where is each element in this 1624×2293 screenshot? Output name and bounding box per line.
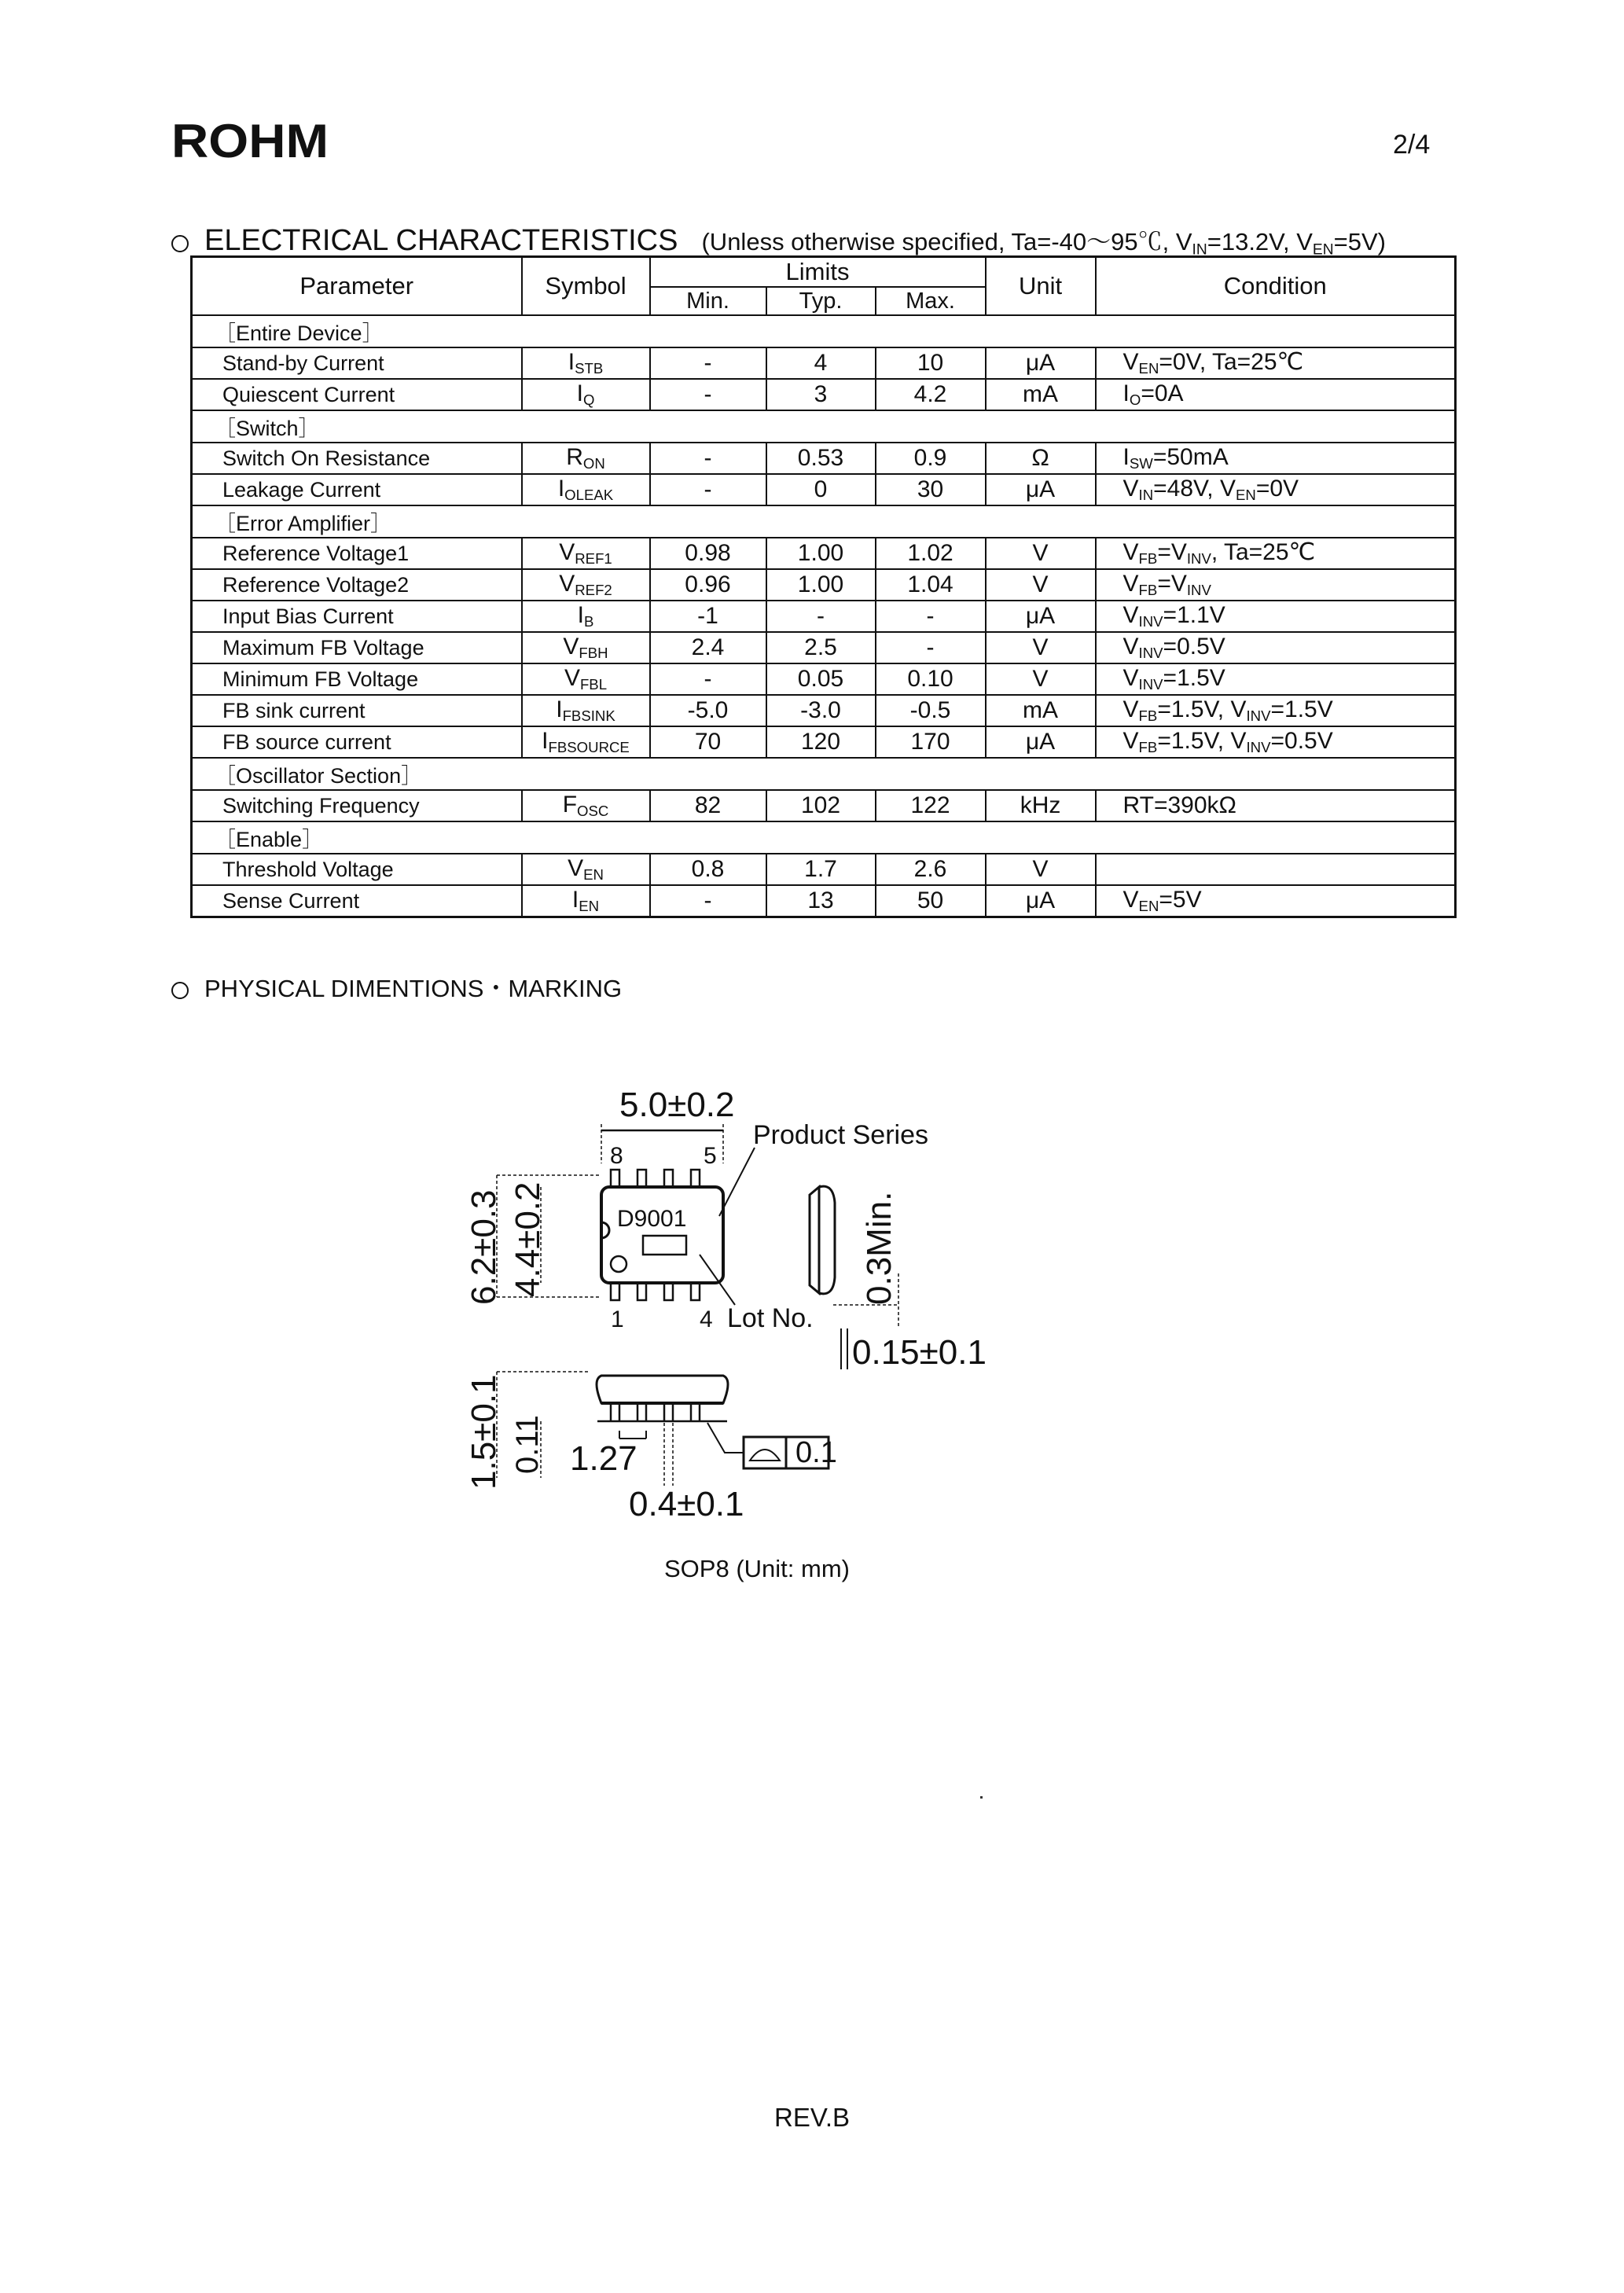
col-limits: Limits <box>650 257 986 288</box>
max-cell: - <box>876 632 986 663</box>
parameter-cell: Leakage Current <box>192 474 522 505</box>
max-cell: 10 <box>876 347 986 379</box>
min-cell: 70 <box>650 726 766 758</box>
max-cell: 2.6 <box>876 854 986 885</box>
typ-cell: 0 <box>766 474 876 505</box>
section-row <box>192 821 1456 854</box>
bullet-circle-icon <box>171 235 189 252</box>
max-cell: - <box>876 601 986 632</box>
unit-cell: μA <box>986 347 1096 379</box>
symbol-cell: $V_{EN}$ <box>522 854 650 885</box>
unit-cell: Ω <box>986 443 1096 474</box>
typ-cell: 1.00 <box>766 569 876 601</box>
typ-cell: 2.5 <box>766 632 876 663</box>
typ-cell: 102 <box>766 790 876 821</box>
min-cell: 0.98 <box>650 538 766 569</box>
col-typ: Typ. <box>766 287 876 315</box>
pin1-mark <box>611 1256 626 1272</box>
condition-cell: $V_{INV}=1.1V$ <box>1096 601 1456 632</box>
section-row <box>192 410 1456 443</box>
revision-label: REV.B <box>774 2103 851 2132</box>
min-cell: - <box>650 663 766 695</box>
side-view <box>810 1187 819 1293</box>
unit-cell: V <box>986 569 1096 601</box>
table-row <box>192 790 1456 821</box>
symbol-cell: $I_B$ <box>522 601 650 632</box>
unit-cell: mA <box>986 695 1096 726</box>
min-cell: - <box>650 443 766 474</box>
table-row <box>192 443 1456 474</box>
unit-cell: V <box>986 663 1096 695</box>
symbol-cell: $V_{REF2}$ <box>522 569 650 601</box>
max-cell: 0.10 <box>876 663 986 695</box>
table-row <box>192 474 1456 505</box>
min-cell: -5.0 <box>650 695 766 726</box>
unit-cell: μA <box>986 474 1096 505</box>
unit-cell: μA <box>986 726 1096 758</box>
outer-height-dimension: 6.2±0.3 <box>465 1189 503 1305</box>
min-cell: 0.96 <box>650 569 766 601</box>
coplanarity-value: 0.1 <box>795 1436 837 1469</box>
table-row <box>192 601 1456 632</box>
pin-4-label: 4 <box>700 1306 713 1332</box>
pitch-dimension: 1.27 <box>570 1439 637 1478</box>
symbol-cell: $I_{FBSOURCE}$ <box>522 726 650 758</box>
max-cell: 1.04 <box>876 569 986 601</box>
max-cell: 50 <box>876 885 986 917</box>
pin-1-label: 1 <box>611 1306 624 1332</box>
unit-cell: mA <box>986 379 1096 410</box>
symbol-cell: $I_{FBSINK}$ <box>522 695 650 726</box>
table-row <box>192 885 1456 917</box>
section-row <box>192 315 1456 347</box>
max-cell: 30 <box>876 474 986 505</box>
parameter-cell: FB source current <box>192 726 522 758</box>
typ-cell: 0.05 <box>766 663 876 695</box>
symbol-cell: $V_{REF1}$ <box>522 538 650 569</box>
col-parameter: Parameter <box>192 257 522 316</box>
table-row <box>192 663 1456 695</box>
electrical-conditions: (Unless otherwise specified, Ta=-40～95℃, $V_{IN}=13.2V$, $V_{EN}=5V$) <box>701 228 1386 259</box>
typ-cell: 13 <box>766 885 876 917</box>
electrical-title: ELECTRICAL CHARACTERISTICS <box>204 224 678 257</box>
section-title: ［Enable］ <box>192 821 1456 854</box>
symbol-cell: $I_Q$ <box>522 379 650 410</box>
parameter-cell: Quiescent Current <box>192 379 522 410</box>
col-condition: Condition <box>1096 257 1456 316</box>
parameter-cell: Sense Current <box>192 885 522 917</box>
parameter-cell: Threshold Voltage <box>192 854 522 885</box>
page-number: 2/4 <box>1393 130 1431 160</box>
lot-box <box>643 1236 686 1255</box>
condition-cell: $V_{INV}=0.5V$ <box>1096 632 1456 663</box>
width-dimension: 5.0±0.2 <box>619 1086 735 1124</box>
table-header-row <box>192 257 1456 288</box>
top-pins <box>611 1170 700 1187</box>
electrical-characteristics-table <box>190 255 1457 918</box>
standoff-dimension: 0.11 <box>510 1415 545 1474</box>
table-row <box>192 854 1456 885</box>
col-unit: Unit <box>986 257 1096 316</box>
table-row <box>192 726 1456 758</box>
max-cell: 0.9 <box>876 443 986 474</box>
table-row <box>192 347 1456 379</box>
max-cell: 122 <box>876 790 986 821</box>
max-cell: 170 <box>876 726 986 758</box>
min-cell: - <box>650 347 766 379</box>
product-series-label: Product Series <box>753 1120 928 1150</box>
min-cell: -1 <box>650 601 766 632</box>
condition-cell: $I_O=0A$ <box>1096 379 1456 410</box>
symbol-cell: $V_{FBH}$ <box>522 632 650 663</box>
typ-cell: 1.7 <box>766 854 876 885</box>
symbol-cell: $V_{FBL}$ <box>522 663 650 695</box>
front-view <box>597 1376 728 1403</box>
bottom-pins <box>611 1283 700 1300</box>
unit-cell: μA <box>986 885 1096 917</box>
condition-cell: RT=390kΩ <box>1096 790 1456 821</box>
min-cell: - <box>650 885 766 917</box>
col-symbol: Symbol <box>522 257 650 316</box>
col-min: Min. <box>650 287 766 315</box>
col-max: Max. <box>876 287 986 315</box>
stray-dot <box>980 1796 983 1799</box>
max-cell: 1.02 <box>876 538 986 569</box>
unit-cell: V <box>986 538 1096 569</box>
marking-text: D9001 <box>617 1206 687 1232</box>
table-row <box>192 569 1456 601</box>
typ-cell: 1.00 <box>766 538 876 569</box>
min-dimension: 0.3Min. <box>860 1191 898 1305</box>
condition-cell: $I_{SW}=50mA$ <box>1096 443 1456 474</box>
pin-5-label: 5 <box>704 1143 717 1169</box>
condition-cell: $V_{INV}=1.5V$ <box>1096 663 1456 695</box>
table-row <box>192 538 1456 569</box>
profile-icon <box>750 1450 780 1461</box>
condition-cell: $V_{FB}=V_{INV}$, Ta=25℃ <box>1096 538 1456 569</box>
table-body <box>192 315 1456 917</box>
parameter-cell: Reference Voltage2 <box>192 569 522 601</box>
typ-cell: 4 <box>766 347 876 379</box>
bullet-circle-icon <box>171 982 189 999</box>
section-title: ［Error Amplifier］ <box>192 505 1456 538</box>
unit-cell: V <box>986 854 1096 885</box>
symbol-cell: $I_{OLEAK}$ <box>522 474 650 505</box>
typ-cell: - <box>766 601 876 632</box>
symbol-cell: $R_{ON}$ <box>522 443 650 474</box>
package-height-dimension: 1.5±0.1 <box>465 1374 503 1490</box>
body-height-dimension: 4.4±0.2 <box>509 1181 547 1297</box>
condition-cell: $V_{FB}=1.5V$, $V_{INV}=1.5V$ <box>1096 695 1456 726</box>
parameter-cell: FB sink current <box>192 695 522 726</box>
table-row <box>192 379 1456 410</box>
package-caption: SOP8 (Unit: mm) <box>664 1555 850 1582</box>
condition-cell: $V_{EN}=5V$ <box>1096 885 1456 917</box>
parameter-cell: Input Bias Current <box>192 601 522 632</box>
symbol-cell: $I_{STB}$ <box>522 347 650 379</box>
symbol-cell: $I_{EN}$ <box>522 885 650 917</box>
max-cell: -0.5 <box>876 695 986 726</box>
unit-cell: kHz <box>986 790 1096 821</box>
sop8-package-drawing <box>440 1069 1053 1525</box>
parameter-cell: Maximum FB Voltage <box>192 632 522 663</box>
typ-cell: 3 <box>766 379 876 410</box>
section-title: ［Switch］ <box>192 410 1456 443</box>
min-cell: 2.4 <box>650 632 766 663</box>
max-cell: 4.2 <box>876 379 986 410</box>
lot-no-label: Lot No. <box>727 1303 814 1333</box>
pin-8-label: 8 <box>610 1143 623 1169</box>
section-title: ［Entire Device］ <box>192 315 1456 347</box>
table-row <box>192 695 1456 726</box>
physical-title: PHYSICAL DIMENTIONS・MARKING <box>204 975 623 1002</box>
condition-cell: $V_{FB}=1.5V$, $V_{INV}=0.5V$ <box>1096 726 1456 758</box>
electrical-heading <box>171 222 1386 259</box>
typ-cell: -3.0 <box>766 695 876 726</box>
parameter-cell: Switch On Resistance <box>192 443 522 474</box>
physical-heading <box>171 968 622 1004</box>
parameter-cell: Switching Frequency <box>192 790 522 821</box>
table-row <box>192 632 1456 663</box>
section-row <box>192 758 1456 790</box>
condition-cell: $V_{IN}=48V$, $V_{EN}=0V$ <box>1096 474 1456 505</box>
unit-cell: V <box>986 632 1096 663</box>
section-title: ［Oscillator Section］ <box>192 758 1456 790</box>
typ-cell: 0.53 <box>766 443 876 474</box>
symbol-cell: $F_{OSC}$ <box>522 790 650 821</box>
unit-cell: μA <box>986 601 1096 632</box>
rohm-logo <box>171 118 329 162</box>
min-cell: - <box>650 474 766 505</box>
min-cell: 82 <box>650 790 766 821</box>
parameter-cell: Minimum FB Voltage <box>192 663 522 695</box>
condition-cell: $V_{FB}=V_{INV}$ <box>1096 569 1456 601</box>
parameter-cell: Stand-by Current <box>192 347 522 379</box>
min-cell: 0.8 <box>650 854 766 885</box>
lead-width-dimension: 0.4±0.1 <box>629 1485 744 1523</box>
condition-cell: $V_{EN}=0V$, Ta=25℃ <box>1096 347 1456 379</box>
parameter-cell: Reference Voltage1 <box>192 538 522 569</box>
section-row <box>192 505 1456 538</box>
typ-cell: 120 <box>766 726 876 758</box>
condition-cell <box>1096 854 1456 885</box>
svg-text:ROHM: ROHM <box>171 118 329 162</box>
min-cell: - <box>650 379 766 410</box>
lead-thickness-dimension: 0.15±0.1 <box>852 1333 987 1372</box>
